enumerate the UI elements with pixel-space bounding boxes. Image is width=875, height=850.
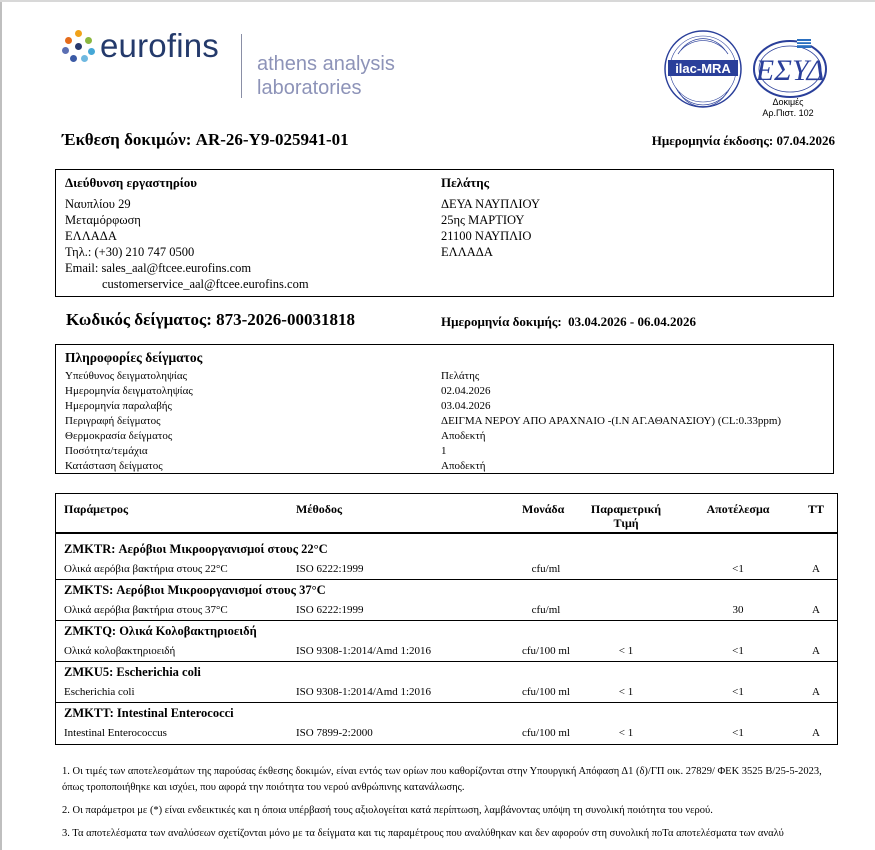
accreditation-caption-line2: Αρ.Πιστ. 102 xyxy=(762,108,814,118)
sample-info-values xyxy=(441,369,781,474)
address-client-box xyxy=(55,169,834,297)
esyd-text: ΕΣΥΔ xyxy=(755,54,825,87)
sample-info-label: Ημερομηνία παραλαβής xyxy=(65,400,172,412)
col-header-parameter: Παράμετρος xyxy=(64,502,129,516)
col-header-result: Αποτέλεσμα xyxy=(706,502,770,516)
lab-address-line: ΕΛΛΑΔΑ xyxy=(65,229,117,243)
row-divider xyxy=(56,702,837,703)
note-2: 2. Οι παράμετροι με (*) είναι ενδεικτικές και η όποια υπέρβασή τους αξιολογείται κατά περίπτωση, λαμβάνοντας υπόψη τη συνολική ποιότητα του νερού. xyxy=(62,805,713,816)
sample-info-value: Αποδεκτή xyxy=(441,430,486,442)
cell-method: ISO 6222:1999 xyxy=(296,563,364,575)
test-date xyxy=(441,314,696,330)
cell-tt: A xyxy=(812,645,820,657)
cell-parametric-value: < 1 xyxy=(618,727,634,739)
col-header-tt: ΤΤ xyxy=(807,502,824,516)
sample-info-value: Πελάτης xyxy=(441,370,480,382)
accreditation-caption-line1: Δοκιμές xyxy=(772,97,804,107)
cell-unit: cfu/ml xyxy=(531,604,561,616)
cell-method: ISO 9308-1:2014/Amd 1:2016 xyxy=(296,686,432,698)
lab-address-line: Μεταμόρφωση xyxy=(65,213,141,227)
row-divider xyxy=(56,579,837,580)
row-divider xyxy=(56,620,837,621)
col-header-parametric-value-line2: Τιμή xyxy=(613,516,639,530)
group-title: ZMKTR: Αερόβιοι Μικροοργανισμοί στους 22°C xyxy=(64,542,328,556)
col-header-parametric-value-line1: Παραμετρική xyxy=(590,502,662,516)
logo-divider xyxy=(241,34,242,98)
sample-info-label: Θερμοκρασία δείγματος xyxy=(65,430,173,442)
cell-parameter: Intestinal Enterococcus xyxy=(64,727,167,739)
table-row xyxy=(56,727,837,745)
test-date-value: 03.04.2026 - 06.04.2026 xyxy=(568,314,696,329)
cell-parameter: Ολικά αερόβια βακτήρια στους 37°C xyxy=(64,604,228,616)
sample-info-label: Περιγραφή δείγματος xyxy=(65,415,161,427)
cell-result: <1 xyxy=(732,563,744,575)
cell-method: ISO 6222:1999 xyxy=(296,604,364,616)
cell-tt: A xyxy=(812,563,820,575)
sample-info-box xyxy=(55,344,834,474)
lab-address-line: Email: sales_aal@ftcee.eurofins.com xyxy=(65,261,252,275)
report-title: Έκθεση δοκιμών: AR-26-Y9-025941-01 xyxy=(62,130,349,149)
sample-info-value: 03.04.2026 xyxy=(441,400,491,412)
client-line: ΕΛΛΑΔΑ xyxy=(441,245,493,259)
sample-info-value: 02.04.2026 xyxy=(441,385,491,397)
lab-address-heading: Διεύθυνση εργαστηρίου xyxy=(65,175,198,190)
lab-address-lines xyxy=(65,196,309,292)
group-title: ZMKTT: Intestinal Enterococci xyxy=(64,706,234,720)
client-line: 21100 ΝΑΥΠΛΙΟ xyxy=(441,229,532,243)
cell-result: 30 xyxy=(732,604,744,616)
cell-result: <1 xyxy=(732,727,744,739)
sample-info-value: 1 xyxy=(441,445,447,457)
client-lines xyxy=(441,196,540,260)
cell-parameter: Escherichia coli xyxy=(64,686,135,698)
brand-name: eurofins xyxy=(100,26,220,64)
sample-info-labels xyxy=(65,369,193,474)
page-left-edge xyxy=(0,0,2,850)
sample-code: Κωδικός δείγματος: 873-2026-00031818 xyxy=(66,310,355,329)
note-3: 3. Τα αποτελέσματα των αναλύσεων σχετίζονται μόνο με τα δείγματα και τις παραμέτρους που αναλύθηκαν και δεν αφορούν στη συνολική ποΤα αποτελέσματα των αναλύ xyxy=(62,828,784,839)
test-date-label: Ημερομηνία δοκιμής: xyxy=(441,314,562,329)
client-line: ΔΕΥΑ ΝΑΥΠΛΙΟΥ xyxy=(441,197,540,211)
page-top-edge xyxy=(0,0,875,2)
sample-info-value: ΔΕΙΓΜΑ ΝΕΡΟΥ ΑΠΟ ΑΡΑΧΝΑΙΟ -(Ι.Ν ΑΓ.ΑΘΑΝΑΣΙΟΥ) (CL:0.33ppm) xyxy=(441,415,782,427)
sample-info-value: Αποδεκτή xyxy=(441,460,486,472)
cell-unit: cfu/ml xyxy=(531,563,561,575)
cell-unit: cfu/100 ml xyxy=(522,727,570,739)
note-1: 1. Οι τιμές των αποτελεσμάτων της παρούσας έκθεσης δοκιμών, είναι εντός των ορίων που καθορίζονται στην Υπουργική Απόφαση Δ1 (δ)/ΓΠ οικ. 27829/ ΦΕΚ 3525 Β/25-5-2023, όπως τροποποιήθηκε και ισχύει, που αφορά την ποιότητα του νερού ανθρώπινης κατανάλωσης. xyxy=(62,766,822,793)
group-title: ZMKTS: Αερόβιοι Μικροοργανισμοί στους 37°C xyxy=(64,583,326,597)
client-line: 25ης ΜΑΡΤΙΟΥ xyxy=(441,213,525,227)
row-divider xyxy=(56,661,837,662)
issue-date: Ημερομηνία έκδοσης: 07.04.2026 xyxy=(651,133,835,148)
sample-info-label: Υπεύθυνος δειγματοληψίας xyxy=(65,370,188,382)
lab-email-secondary: customerservice_aal@ftcee.eurofins.com xyxy=(102,277,309,291)
cell-parametric-value: < 1 xyxy=(618,645,634,657)
cell-tt: A xyxy=(812,686,820,698)
ilac-text: ilac-MRA xyxy=(675,61,731,76)
col-header-parametric-value xyxy=(581,502,671,530)
cell-parameter: Ολικά αερόβια βακτήρια στους 22°C xyxy=(64,563,228,575)
cell-tt: A xyxy=(812,727,820,739)
cell-unit: cfu/100 ml xyxy=(522,645,570,657)
cell-method: ISO 7899-2:2000 xyxy=(296,727,373,739)
client-heading: Πελάτης xyxy=(441,175,490,190)
eurofins-dots-icon xyxy=(62,28,96,62)
accreditation-caption xyxy=(748,97,828,119)
sample-info-label: Ποσότητα/τεμάχια xyxy=(65,445,148,457)
esyd-seal-icon xyxy=(754,39,826,97)
group-title: ZMKU5: Escherichia coli xyxy=(64,665,201,679)
col-header-method: Μέθοδος xyxy=(296,502,343,516)
cell-parameter: Ολικά κολοβακτηριοειδή xyxy=(64,645,176,657)
ilac-mra-seal-icon xyxy=(665,31,741,107)
lab-address-line: Τηλ.: (+30) 210 747 0500 xyxy=(65,245,195,259)
lab-name-line1: athens analysis xyxy=(257,53,395,75)
group-title: ZMKTQ: Ολικά Κολοβακτηριοειδή xyxy=(64,624,257,638)
notes xyxy=(62,764,875,849)
cell-result: <1 xyxy=(732,686,744,698)
lab-name-line2: laboratories xyxy=(257,77,362,99)
cell-parametric-value: < 1 xyxy=(618,686,634,698)
lab-address-line: Ναυπλίου 29 xyxy=(65,197,131,211)
eurofins-logo xyxy=(62,28,219,62)
cell-tt: A xyxy=(812,604,820,616)
cell-method: ISO 9308-1:2014/Amd 1:2016 xyxy=(296,645,432,657)
results-table xyxy=(55,493,838,745)
cell-unit: cfu/100 ml xyxy=(522,686,570,698)
sample-info-label: Ημερομηνία δειγματοληψίας xyxy=(65,385,193,397)
cell-result: <1 xyxy=(732,645,744,657)
header-divider xyxy=(56,532,837,534)
col-header-unit: Μονάδα xyxy=(522,502,565,516)
sample-info-label: Κατάσταση δείγματος xyxy=(65,460,163,472)
lab-name xyxy=(257,52,395,100)
sample-info-heading: Πληροφορίες δείγματος xyxy=(65,350,203,365)
